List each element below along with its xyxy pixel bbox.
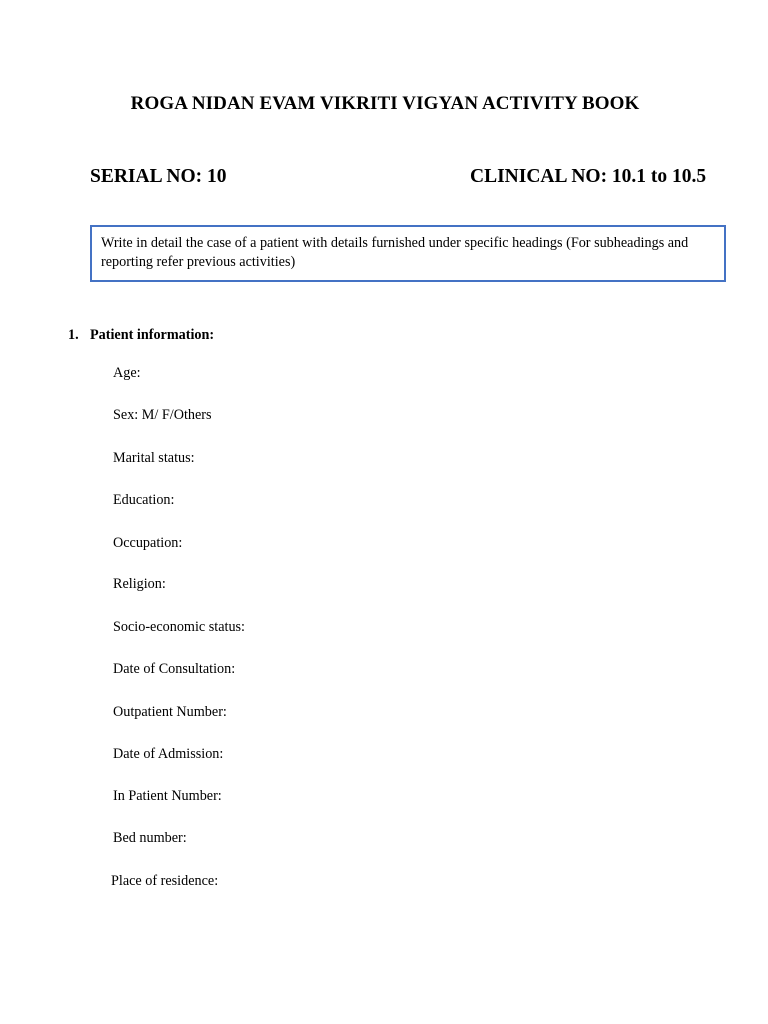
field-socio-economic-status: Socio-economic status: bbox=[113, 619, 245, 635]
serial-number: SERIAL NO: 10 bbox=[90, 166, 227, 187]
section-number: 1. bbox=[68, 327, 79, 343]
document-title: ROGA NIDAN EVAM VIKRITI VIGYAN ACTIVITY BOOK bbox=[130, 93, 640, 114]
section-title: Patient information: bbox=[90, 327, 215, 343]
field-marital-status: Marital status: bbox=[113, 450, 195, 466]
field-outpatient-number: Outpatient Number: bbox=[113, 704, 227, 720]
field-place-of-residence: Place of residence: bbox=[111, 873, 219, 889]
field-age: Age: bbox=[113, 365, 141, 381]
field-education: Education: bbox=[113, 492, 175, 508]
field-occupation: Occupation: bbox=[113, 535, 183, 551]
instruction-box: Write in detail the case of a patient with details furnished under specific headings (For subheadings and reporting refer previous activities) bbox=[90, 225, 726, 282]
section-heading bbox=[68, 327, 214, 344]
field-religion: Religion: bbox=[113, 576, 166, 592]
field-bed-number: Bed number: bbox=[113, 830, 187, 846]
clinical-number: CLINICAL NO: 10.1 to 10.5 bbox=[470, 166, 707, 187]
field-sex: Sex: M/ F/Others bbox=[113, 407, 212, 423]
field-inpatient-number: In Patient Number: bbox=[113, 788, 222, 804]
field-date-of-consultation: Date of Consultation: bbox=[113, 661, 236, 677]
field-date-of-admission: Date of Admission: bbox=[113, 746, 224, 762]
